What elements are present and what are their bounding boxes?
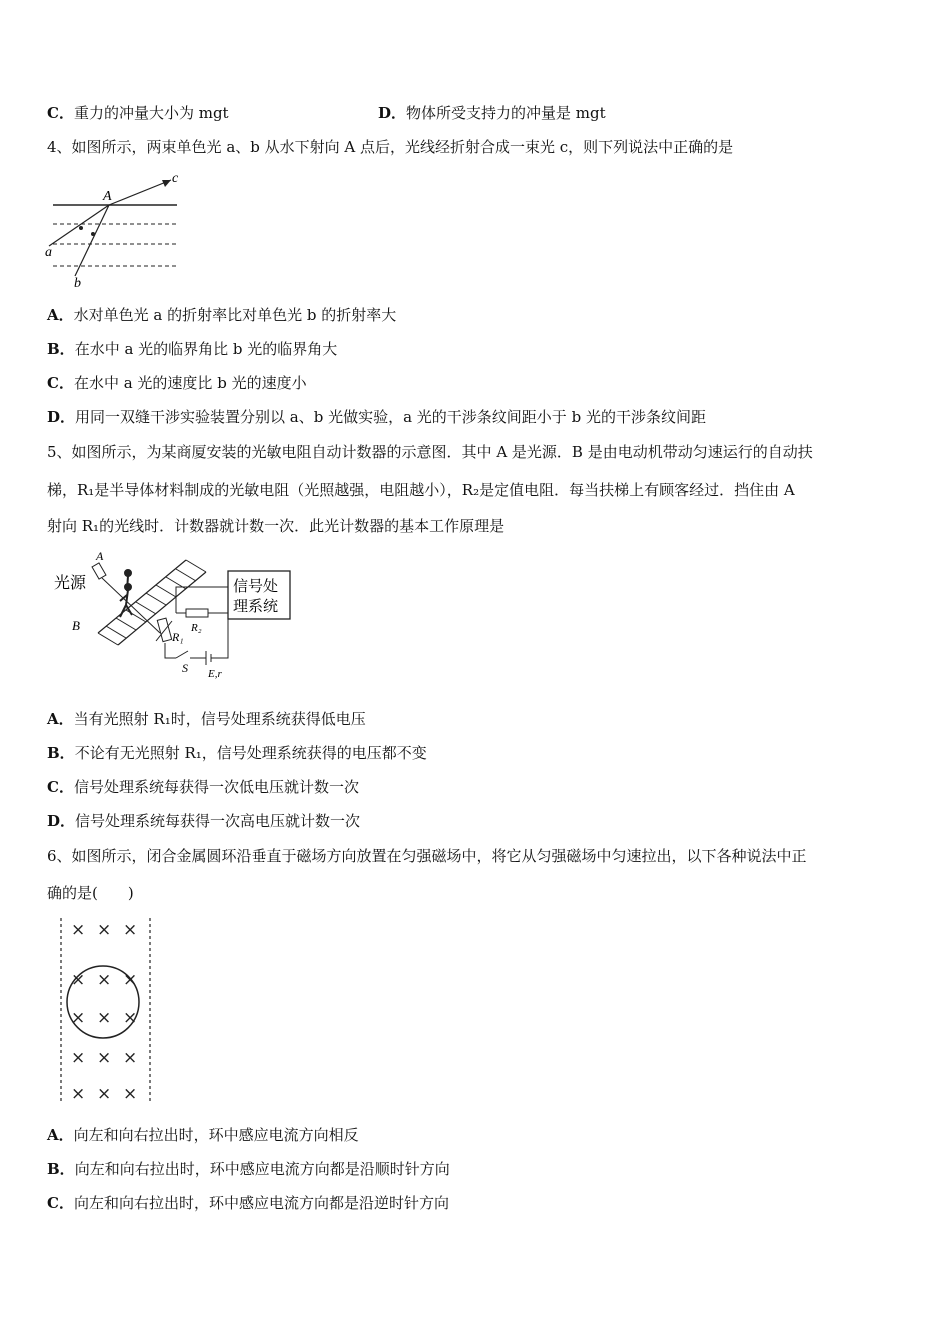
q5-label-S: S bbox=[182, 661, 188, 675]
field-cross-icon: × bbox=[71, 970, 86, 990]
q5-label-Er: E,r bbox=[208, 668, 222, 680]
q4-label-A: A bbox=[103, 189, 112, 204]
q5-box-line2: 理系统 bbox=[233, 599, 279, 615]
field-cross-icon: × bbox=[97, 920, 112, 940]
field-cross-icon: × bbox=[71, 1008, 86, 1028]
field-cross-icon: × bbox=[97, 1048, 112, 1068]
q5-label-light-source: 光源 bbox=[54, 575, 87, 592]
q5-stem-line1: 5、如图所示，为某商厦安装的光敏电阻自动计数器的示意图．其中 A 是光源．B 是由电动机带动匀速运行的自动扶 bbox=[47, 443, 813, 461]
q5-stem-line3: 射向 R₁的光线时．计数器就计数一次．此光计数器的基本工作原理是 bbox=[47, 517, 505, 535]
field-cross-icon: × bbox=[71, 920, 86, 940]
q6-stem-line2: 确的是( ) bbox=[47, 884, 134, 902]
q6-option-b: B．向左和向右拉出时，环中感应电流方向都是沿顺时针方向 bbox=[47, 1160, 450, 1178]
q5-counter-figure bbox=[48, 545, 298, 683]
q5-option-a: A．当有光照射 R₁时，信号处理系统获得低电压 bbox=[47, 710, 366, 728]
q4-refraction-figure bbox=[45, 168, 185, 290]
q4-label-c: c bbox=[172, 171, 179, 186]
q5-option-d: D．信号处理系统每获得一次高电压就计数一次 bbox=[47, 812, 361, 830]
q6-magnetic-field-figure bbox=[56, 918, 156, 1104]
field-cross-icon: × bbox=[71, 1084, 86, 1104]
q4-option-c: C．在水中 a 光的速度比 b 光的速度小 bbox=[47, 374, 307, 392]
q4-stem: 4、如图所示，两束单色光 a、b 从水下射向 A 点后，光线经折射合成一束光 c，则下列说法中正确的是 bbox=[47, 138, 734, 156]
field-cross-icon: × bbox=[123, 1084, 138, 1104]
q3-option-c: C．重力的冲量大小为 mgt bbox=[47, 104, 229, 122]
field-cross-icon: × bbox=[71, 1048, 86, 1068]
field-cross-icon: × bbox=[123, 970, 138, 990]
q5-label-R2: R₂ bbox=[191, 622, 202, 634]
q4-label-a: a bbox=[45, 245, 52, 260]
field-cross-icon: × bbox=[123, 920, 138, 940]
q3-option-d: D．物体所受支持力的冲量是 mgt bbox=[378, 104, 606, 122]
q5-box-line1: 信号处 bbox=[233, 579, 279, 595]
q6-option-a: A．向左和向右拉出时，环中感应电流方向相反 bbox=[47, 1126, 359, 1144]
q5-option-c: C．信号处理系统每获得一次低电压就计数一次 bbox=[47, 778, 359, 796]
field-cross-icon: × bbox=[97, 1084, 112, 1104]
q4-option-b: B．在水中 a 光的临界角比 b 光的临界角大 bbox=[47, 340, 338, 358]
q4-option-d: D．用同一双缝干涉实验装置分别以 a、b 光做实验，a 光的干涉条纹间距小于 b 光的干涉条纹间距 bbox=[47, 408, 706, 426]
q5-label-B: B bbox=[72, 618, 80, 633]
field-cross-icon: × bbox=[97, 1008, 112, 1028]
field-cross-icon: × bbox=[123, 1008, 138, 1028]
q4-label-b: b bbox=[74, 276, 81, 290]
q6-stem-line1: 6、如图所示，闭合金属圆环沿垂直于磁场方向放置在匀强磁场中，将它从匀强磁场中匀速拉出，以下各种说法中正 bbox=[47, 847, 807, 865]
q5-label-A: A bbox=[96, 549, 104, 563]
q5-stem-line2: 梯，R₁是半导体材料制成的光敏电阻（光照越强，电阻越小），R₂是定值电阻．每当扶梯上有顾客经过．挡住由 A bbox=[47, 481, 795, 499]
q5-label-R1: R₁ bbox=[172, 630, 184, 644]
field-cross-icon: × bbox=[123, 1048, 138, 1068]
field-cross-icon: × bbox=[97, 970, 112, 990]
q5-option-b: B．不论有无光照射 R₁，信号处理系统获得的电压都不变 bbox=[47, 744, 427, 762]
q6-option-c: C．向左和向右拉出时，环中感应电流方向都是沿逆时针方向 bbox=[47, 1194, 449, 1212]
q4-option-a: A．水对单色光 a 的折射率比对单色光 b 的折射率大 bbox=[47, 306, 397, 324]
